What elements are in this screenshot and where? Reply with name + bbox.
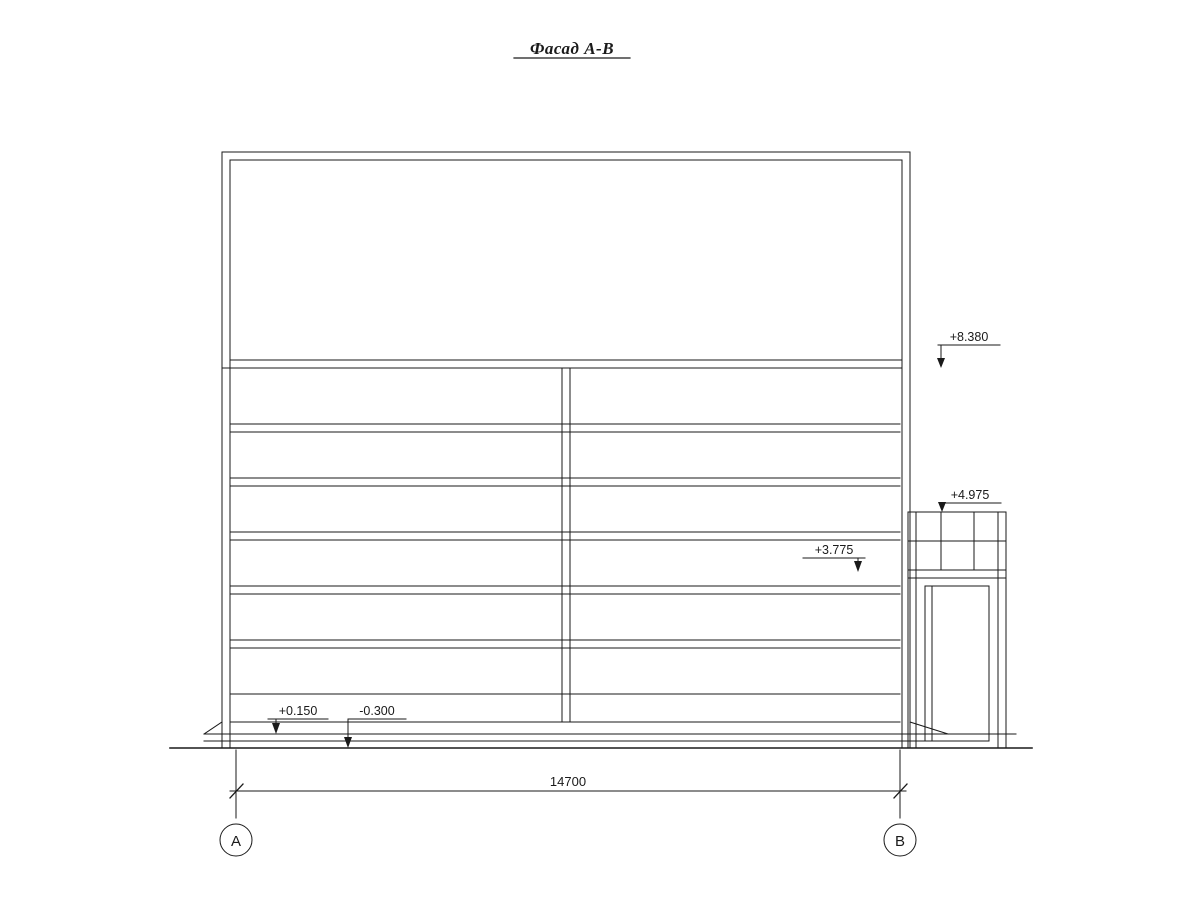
level-0300-arrow	[344, 737, 352, 748]
drawing-title: Фасад А-В	[529, 39, 615, 58]
level-4975-arrow	[938, 502, 946, 512]
level-mark-0150: +0.150	[278, 704, 318, 718]
annex-outline	[908, 512, 1006, 748]
level-mark-0300: -0.300	[359, 704, 395, 718]
level-mark-8380: +8.380	[949, 330, 989, 344]
axis-label-v: В	[894, 833, 906, 850]
upper-panel-inner-frame	[230, 160, 902, 360]
building-outer-outline	[222, 152, 910, 748]
level-mark-4975: +4.975	[950, 488, 990, 502]
level-3775-arrow	[854, 561, 862, 572]
annex-door	[925, 586, 989, 741]
plinth-left-step	[204, 722, 222, 734]
axis-label-a: А	[230, 833, 242, 850]
drawing-geometry	[170, 58, 1032, 856]
level-0150-arrow	[272, 723, 280, 734]
dimension-overall-width: 14700	[549, 774, 587, 789]
level-8380-arrow	[937, 358, 945, 368]
level-mark-3775: +3.775	[814, 543, 854, 557]
